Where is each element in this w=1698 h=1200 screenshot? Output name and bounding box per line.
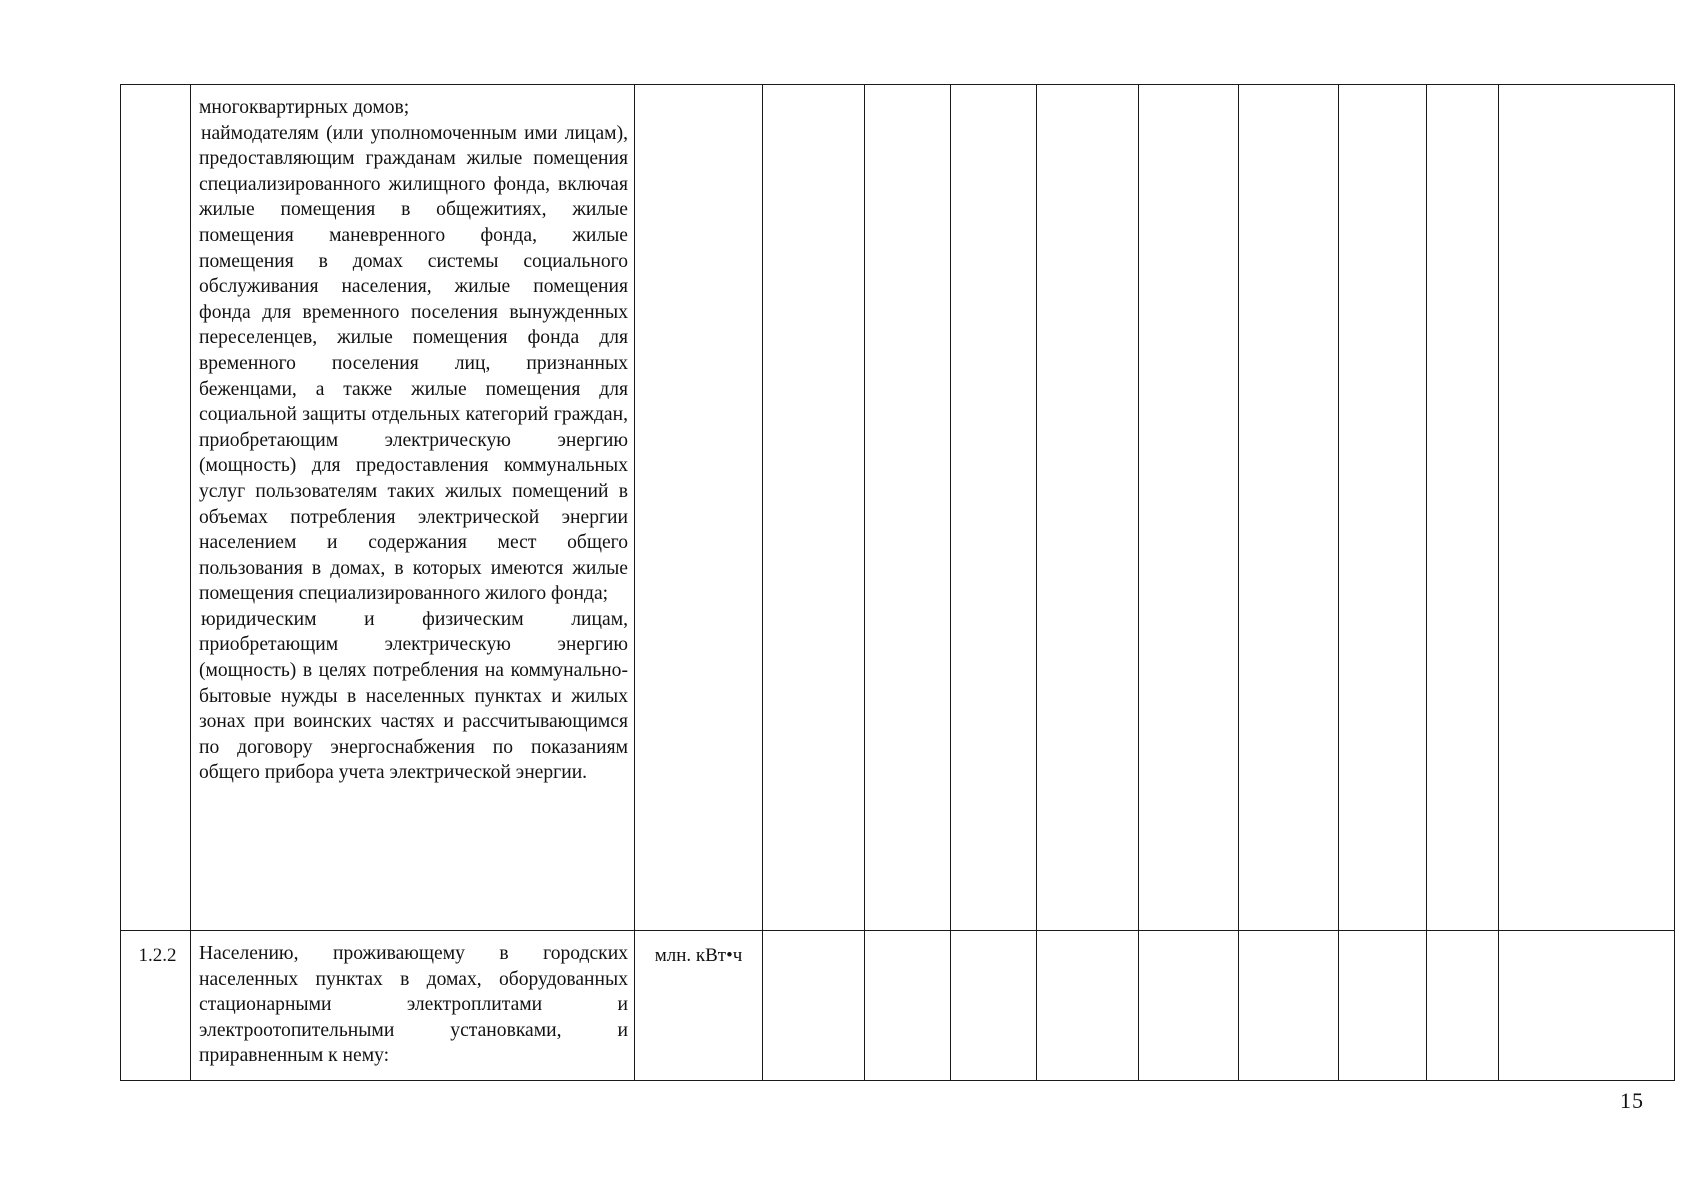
paragraph: многоквартирных домов;: [199, 97, 410, 118]
value-cell: [1499, 85, 1675, 931]
unit-cell: [635, 85, 763, 931]
description-cell: [191, 931, 635, 1081]
value-cell: [1239, 931, 1339, 1081]
value-cell: [763, 931, 865, 1081]
value-cell: [1427, 931, 1499, 1081]
description-cell: [191, 85, 635, 931]
table-row: [121, 931, 1675, 1081]
value-cell: [1037, 85, 1139, 931]
row-number-cell: [121, 85, 191, 931]
value-cell: [1139, 931, 1239, 1081]
page-number: 15: [1620, 1088, 1644, 1113]
value-cell: [1499, 931, 1675, 1081]
value-cell: [951, 931, 1037, 1081]
value-cell: [1139, 85, 1239, 931]
paragraph: юридическим и физическим лицам, приобретающим электрическую энергию (мощность) в целях потребления на коммунально-бытовые нужды в населенных пунктах и жилых зонах при воинских частях и рассчитывающимся по договору энергоснабжения по показаниям общего прибора учета электрической энергии.: [199, 608, 628, 784]
value-cell: [1427, 85, 1499, 931]
paragraph: Населению, проживающему в городских населенных пунктах в домах, оборудованных стационарными электроплитами и электроотопительными установками, и приравненным к нему:: [199, 943, 628, 1067]
value-cell: [865, 85, 951, 931]
value-cell: [1339, 931, 1427, 1081]
unit-cell: млн. кВт•ч: [635, 931, 763, 1081]
tariff-table: [120, 84, 1675, 1081]
value-cell: [1339, 85, 1427, 931]
paragraph: наймодателям (или уполномоченным ими лицам), предоставляющим гражданам жилые помещения специализированного жилищного фонда, включая жилые помещения в общежитиях, жилые помещения маневренного фонда, жилые помещения в домах системы социального обслуживания населения, жилые помещения фонда для временного поселения вынужденных переселенцев, жилые помещения фонда для временного поселения лиц, признанных беженцами, а также жилые помещения для социальной защиты отдельных категорий граждан, приобретающим электрическую энергию (мощность) для предоставления коммунальных услуг пользователям таких жилых помещений в объемах потребления электрической энергии населением и содержания мест общего пользования в домах, в которых имеются жилые помещения специализированного жилого фонда;: [199, 122, 628, 605]
table-row: [121, 85, 1675, 931]
value-cell: [951, 85, 1037, 931]
value-cell: [865, 931, 951, 1081]
row-number-cell: 1.2.2: [121, 931, 191, 1081]
value-cell: [1037, 931, 1139, 1081]
value-cell: [763, 85, 865, 931]
value-cell: [1239, 85, 1339, 931]
